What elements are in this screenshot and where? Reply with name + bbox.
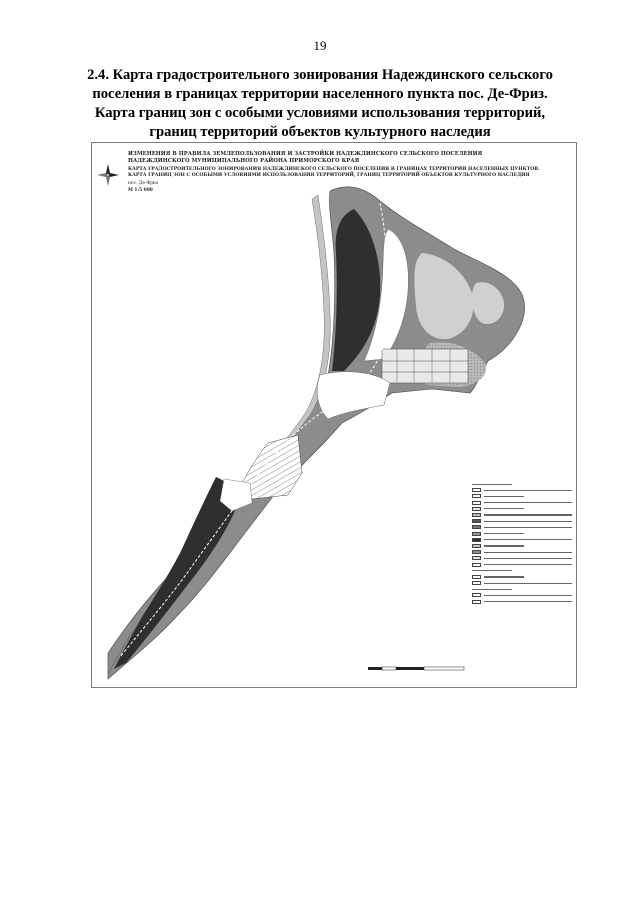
hatched-zone xyxy=(242,435,302,499)
settlement-name: пос. Де-Фриз xyxy=(128,181,159,186)
map-scale: М 1:5 000 xyxy=(128,188,153,193)
compass-rose-icon xyxy=(97,164,119,186)
heading-line: поселения в границах территории населенного пункта пос. Де-Фриз. xyxy=(92,86,548,102)
map-subtitle-line: КАРТА ГРАДОСТРОИТЕЛЬНОГО ЗОНИРОВАНИЯ НАДЕЖДИНСКОГО СЕЛЬСКОГО ПОСЕЛЕНИЯ В ГРАНИЦАХ ТЕРРИТОРИИ НАСЕЛЕННЫХ ПУНКТОВ. xyxy=(128,167,540,172)
map-drawing xyxy=(92,143,577,688)
heading-line: границ территорий объектов культурного наследия xyxy=(149,124,491,140)
scale-bar xyxy=(368,667,464,670)
heading-line: Карта границ зон с особыми условиями использования территорий, xyxy=(94,105,546,121)
dark-zone-south xyxy=(114,477,236,669)
zoning-map xyxy=(91,142,577,688)
map-title-line: ИЗМЕНЕНИЯ В ПРАВИЛА ЗЕМЛЕПОЛЬЗОВАНИЯ И ЗАСТРОЙКИ НАДЕЖДИНСКОГО СЕЛЬСКОГО ПОСЕЛЕНИЯ xyxy=(128,151,483,157)
map-subtitle xyxy=(128,167,558,179)
page-number: 19 xyxy=(313,38,327,53)
residential-block-east xyxy=(382,349,468,383)
map-legend xyxy=(472,481,572,605)
map-subtitle-line: КАРТА ГРАНИЦ ЗОН С ОСОБЫМИ УСЛОВИЯМИ ИСПОЛЬЗОВАНИЯ ТЕРРИТОРИЙ, ГРАНИЦ ТЕРРИТОРИЙ ОБЪЕКТОВ КУЛЬТУРНОГО НАСЛЕДИЯ xyxy=(128,173,530,178)
legend-row xyxy=(472,599,572,605)
map-stamp xyxy=(128,151,558,194)
map-title-line: НАДЕЖДИНСКОГО МУНИЦИПАЛЬНОГО РАЙОНА ПРИМОРСКОГО КРАЯ xyxy=(128,157,360,164)
map-title xyxy=(128,151,558,164)
page-heading xyxy=(60,66,580,142)
heading-line: 2.4. Карта градостроительного зонирования Надеждинского сельского xyxy=(87,67,553,83)
